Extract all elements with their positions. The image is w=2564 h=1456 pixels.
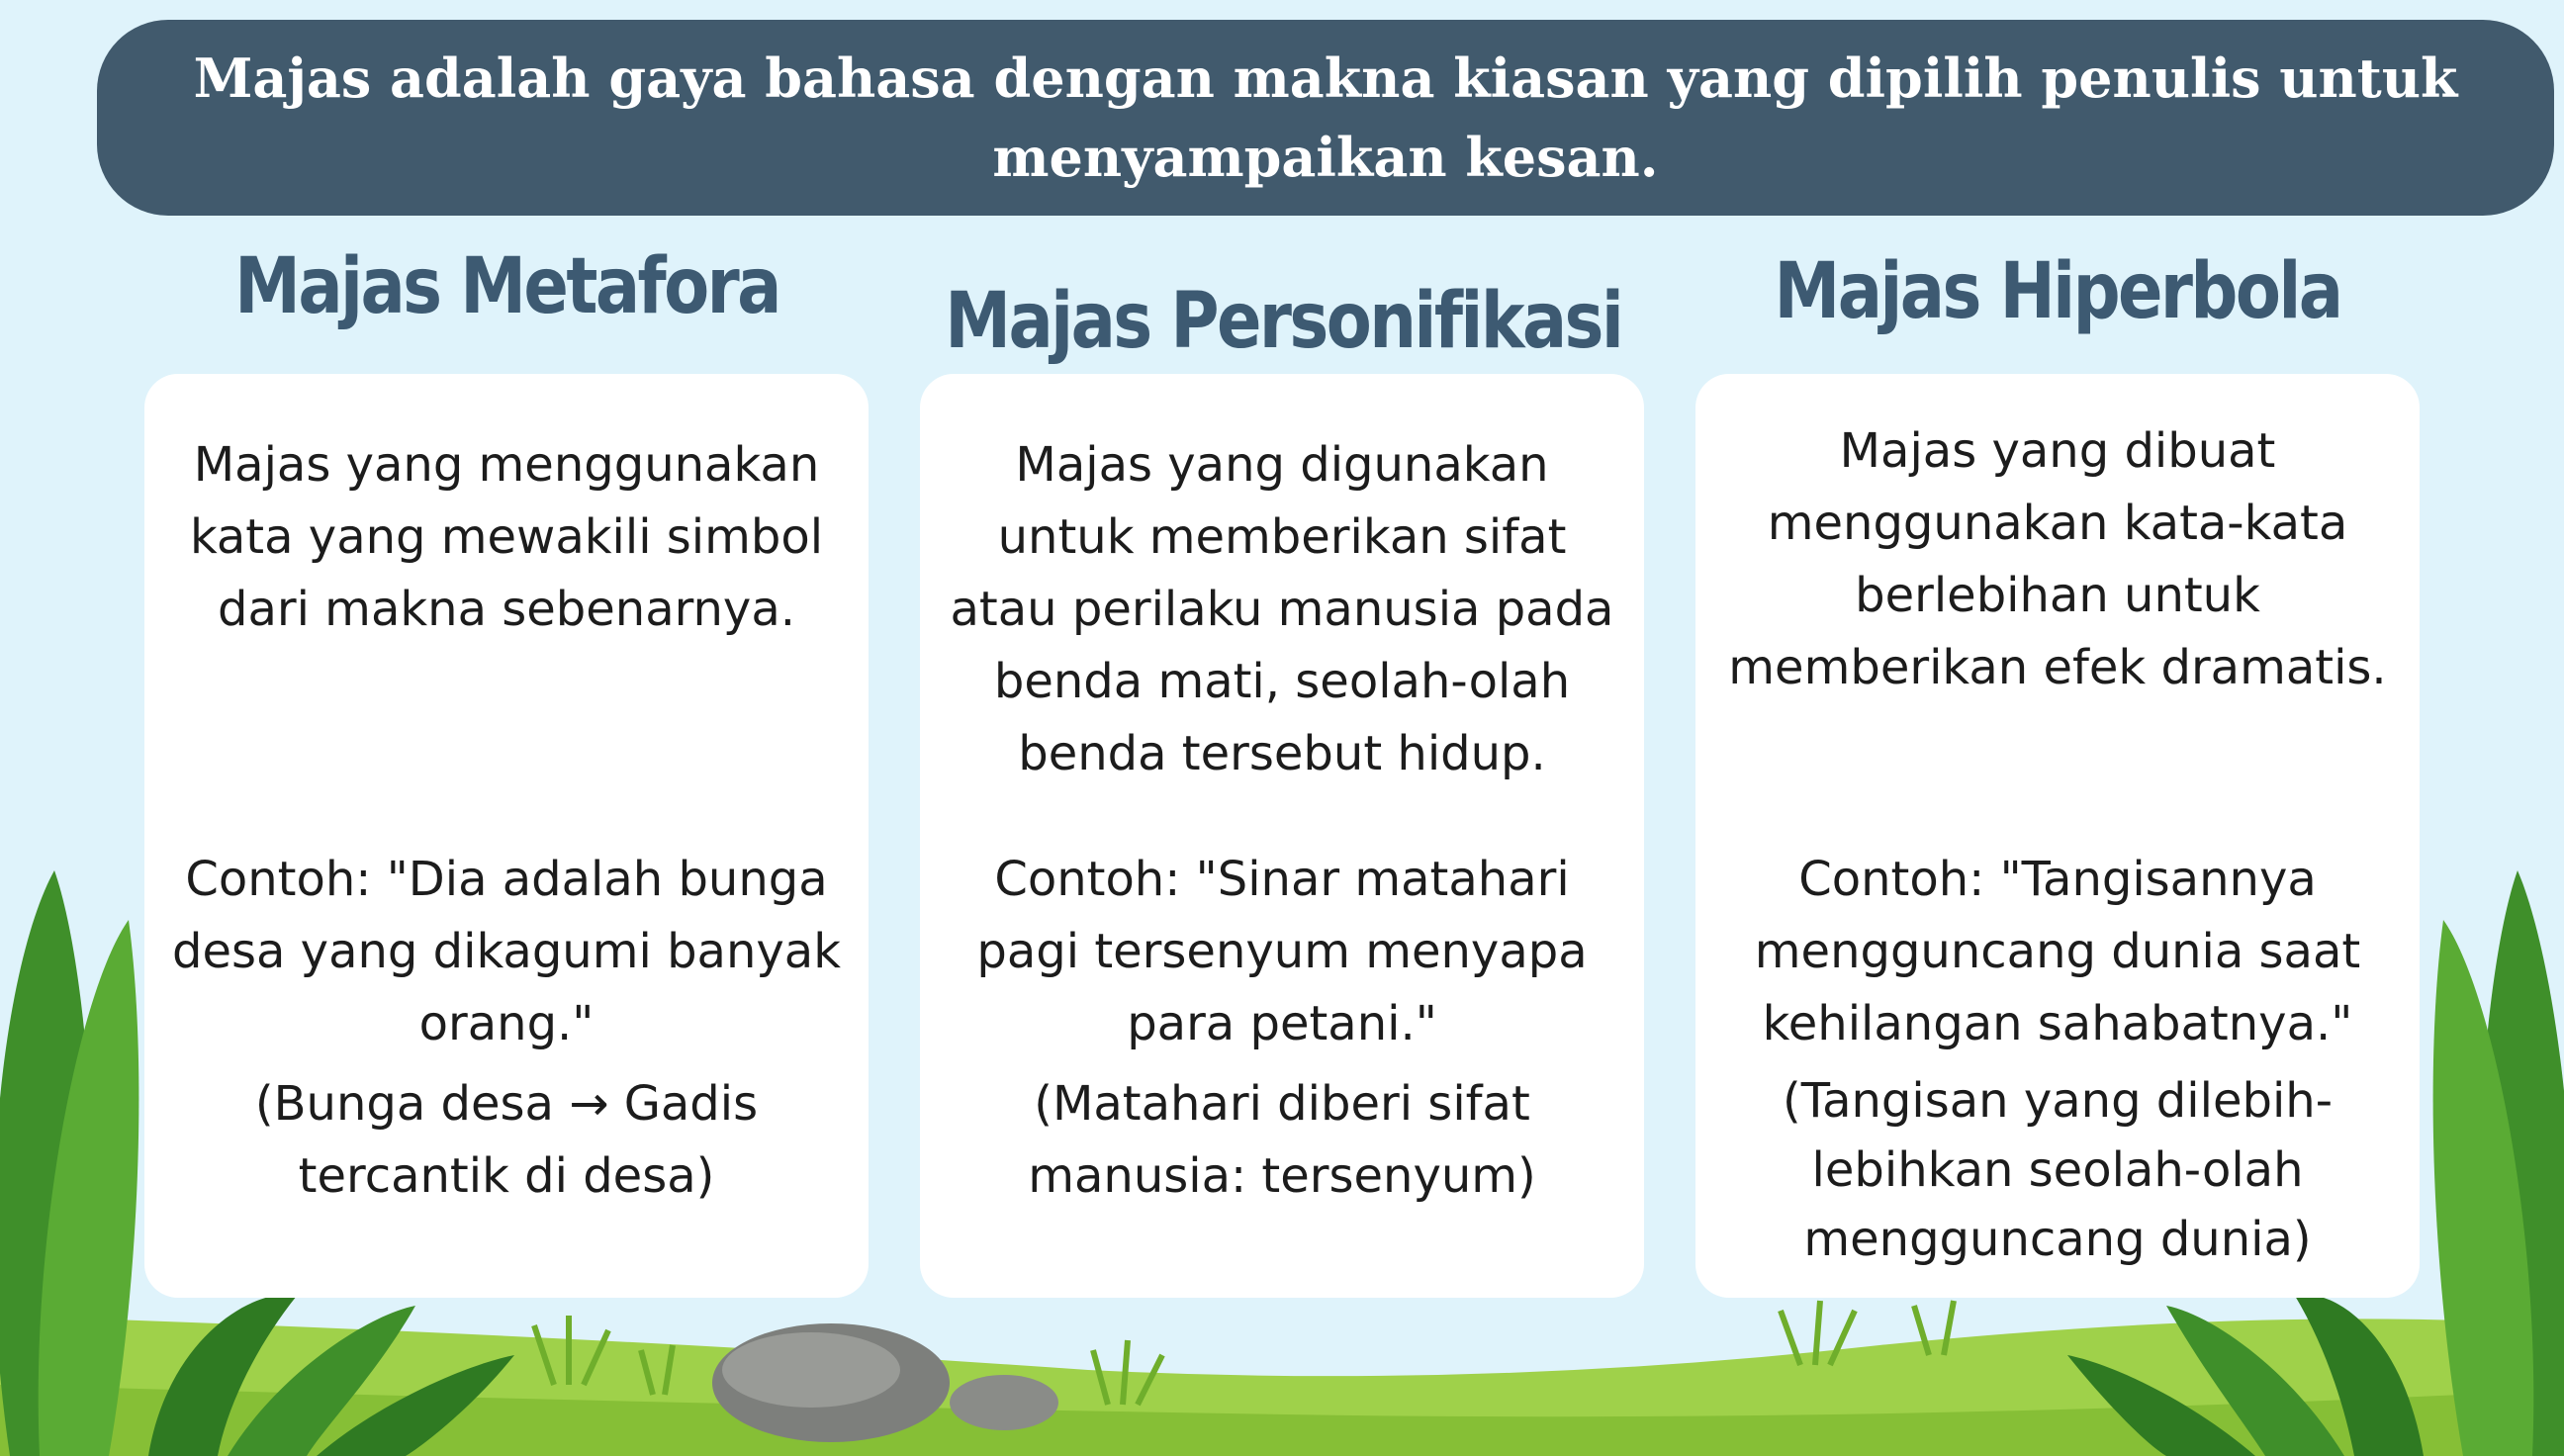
heading-majas-metafora: Majas Metafora [234,242,779,331]
card-majas-metafora [144,374,869,1298]
definition-banner [97,20,2554,216]
definition-text: Majas yang dibuat menggunakan kata-kata berlebihan untuk memberikan efek dramatis. [1728,423,2387,695]
card-majas-hiperbola [1695,374,2420,1298]
explanation-text: (Bunga desa → Gadis tercantik di desa) [254,1076,759,1204]
heading-majas-hiperbola: Majas Hiperbola [1774,247,2341,336]
banner-text: Majas adalah gaya bahasa dengan makna kiasan yang dipilih penulis untuk menyampaikan kesan. [193,46,2458,189]
definition-text: Majas yang digunakan untuk memberikan sifat atau perilaku manusia pada benda mati, seolah-olah benda tersebut hidup. [950,437,1614,781]
explanation-text: (Matahari diberi sifat manusia: tersenyum) [1028,1076,1536,1204]
definition-text: Majas yang menggunakan kata yang mewakili simbol dari makna sebenarnya. [189,437,824,637]
card-majas-personifikasi [920,374,1644,1298]
example-text: Contoh: "Tangisannya mengguncang dunia saat kehilangan sahabatnya." [1754,852,2361,1051]
explanation-text: (Tangisan yang dilebih-lebihkan seolah-olah mengguncang dunia) [1782,1073,2334,1267]
example-text: Contoh: "Dia adalah bunga desa yang dikagumi banyak orang." [172,852,841,1051]
example-text: Contoh: "Sinar matahari pagi tersenyum menyapa para petani." [976,852,1588,1051]
heading-majas-personifikasi: Majas Personifikasi [945,277,1622,366]
